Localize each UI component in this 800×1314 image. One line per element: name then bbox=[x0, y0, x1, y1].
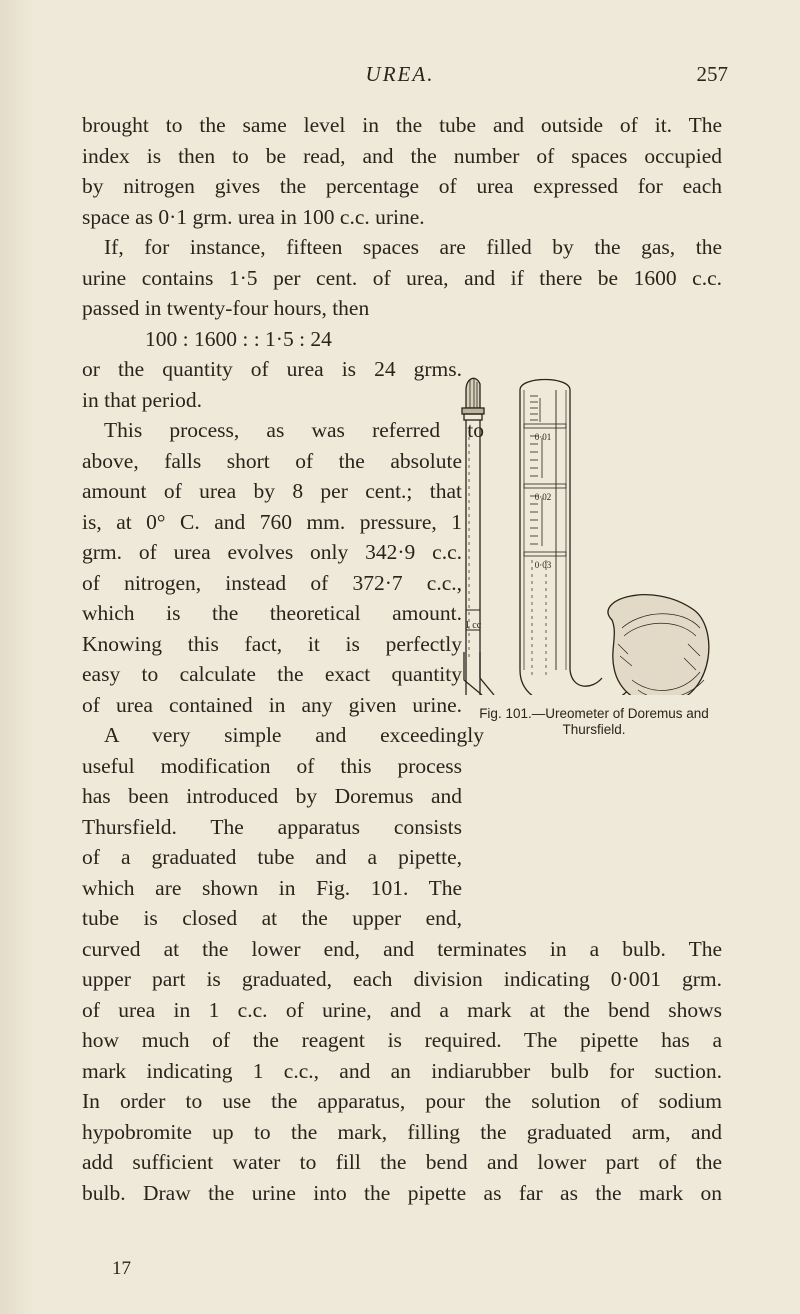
graduated-tube bbox=[520, 380, 570, 679]
text-line: upper part is graduated, each division indicating 0·001 grm. bbox=[82, 967, 722, 991]
text-line: easy to calculate the exact quantity bbox=[82, 662, 462, 686]
text-line: of urea contained in any given urine. bbox=[82, 692, 462, 717]
text-line: above, falls short of the absolute bbox=[82, 448, 462, 473]
text-line: index is then to be read, and the number of spaces occupied bbox=[82, 143, 722, 168]
text-line: has been introduced by Doremus and bbox=[82, 784, 462, 808]
text-line: This process, as was referred to bbox=[104, 418, 484, 442]
ureometer-illustration bbox=[442, 360, 722, 695]
pipette bbox=[462, 378, 494, 695]
graduation-label: 0·01 bbox=[534, 432, 552, 442]
signature-mark: 17 bbox=[112, 1258, 131, 1279]
pipette-collar-lower bbox=[464, 414, 482, 420]
graduation-label: 0·03 bbox=[534, 560, 552, 570]
text-line: mark indicating 1 c.c., and an indiarubber bulb for suction. bbox=[82, 1058, 722, 1083]
text-line: If, for instance, fifteen spaces are filled by the gas, the bbox=[104, 235, 722, 259]
text-line: tube is closed at the upper end, bbox=[82, 906, 462, 930]
tube-bend bbox=[520, 670, 628, 695]
text-line: hypobromite up to the mark, filling the graduated arm, and bbox=[82, 1119, 722, 1144]
running-head bbox=[0, 62, 800, 92]
text-line: useful modification of this process bbox=[82, 753, 462, 778]
text-line: or the quantity of urea is 24 grms. bbox=[82, 357, 462, 381]
pipette-bulb bbox=[466, 378, 480, 408]
text-line: brought to the same level in the tube and outside of it. The bbox=[82, 113, 722, 137]
graduation-label: 0·02 bbox=[534, 492, 552, 502]
text-line: of a graduated tube and a pipette, bbox=[82, 845, 462, 869]
text-line: A very simple and exceedingly bbox=[104, 723, 484, 747]
text-line: Knowing this fact, it is perfectly bbox=[82, 631, 462, 656]
tube-outer bbox=[520, 380, 570, 671]
figure-caption: Fig. 101.—Ureometer of Doremus and Thursfield. bbox=[479, 706, 709, 737]
text-line: curved at the lower end, and terminates in a bulb. The bbox=[82, 936, 722, 961]
text-line: is, at 0° C. and 760 mm. pressure, 1 bbox=[82, 509, 462, 534]
text-line: space as 0·1 grm. urea in 100 c.c. urine. bbox=[82, 204, 425, 229]
text-line: which are shown in Fig. 101. The bbox=[82, 875, 462, 900]
page-edge-shadow bbox=[0, 0, 34, 1314]
proportion-equation: 100 : 1600 : : 1·5 : 24 bbox=[145, 326, 332, 351]
text-line: urine contains 1·5 per cent. of urea, and if there be 1600 c.c. bbox=[82, 265, 722, 290]
text-line: bulb. Draw the urine into the pipette as far as the mark on bbox=[82, 1180, 722, 1205]
text-line: of nitrogen, instead of 372·7 c.c., bbox=[82, 570, 462, 595]
page-number: 257 bbox=[696, 62, 728, 86]
text-line: of urea in 1 c.c. of urine, and a mark at the bend shows bbox=[82, 997, 722, 1022]
bulb bbox=[608, 595, 709, 695]
text-line: passed in twenty-four hours, then bbox=[82, 296, 370, 320]
pipette-collar bbox=[462, 408, 484, 414]
text-line: in that period. bbox=[82, 387, 203, 412]
text-line: Thursfield. The apparatus consists bbox=[82, 814, 462, 839]
text-line: In order to use the apparatus, pour the solution of sodium bbox=[82, 1089, 722, 1113]
tube-bend-and-bulb bbox=[520, 595, 709, 695]
text-line: which is the theoretical amount. bbox=[82, 601, 462, 625]
text-line: grm. of urea evolves only 342·9 c.c. bbox=[82, 540, 462, 564]
text-line: how much of the reagent is required. The pipette has a bbox=[82, 1028, 722, 1052]
text-line: add sufficient water to fill the bend and lower part of the bbox=[82, 1150, 722, 1174]
text-line: amount of urea by 8 per cent.; that bbox=[82, 479, 462, 503]
running-title: UREA. bbox=[365, 62, 435, 86]
graduation-ticks bbox=[530, 396, 542, 546]
pipette-label: 1 cc bbox=[464, 620, 482, 631]
text-line: by nitrogen gives the percentage of urea expressed for each bbox=[82, 174, 722, 198]
